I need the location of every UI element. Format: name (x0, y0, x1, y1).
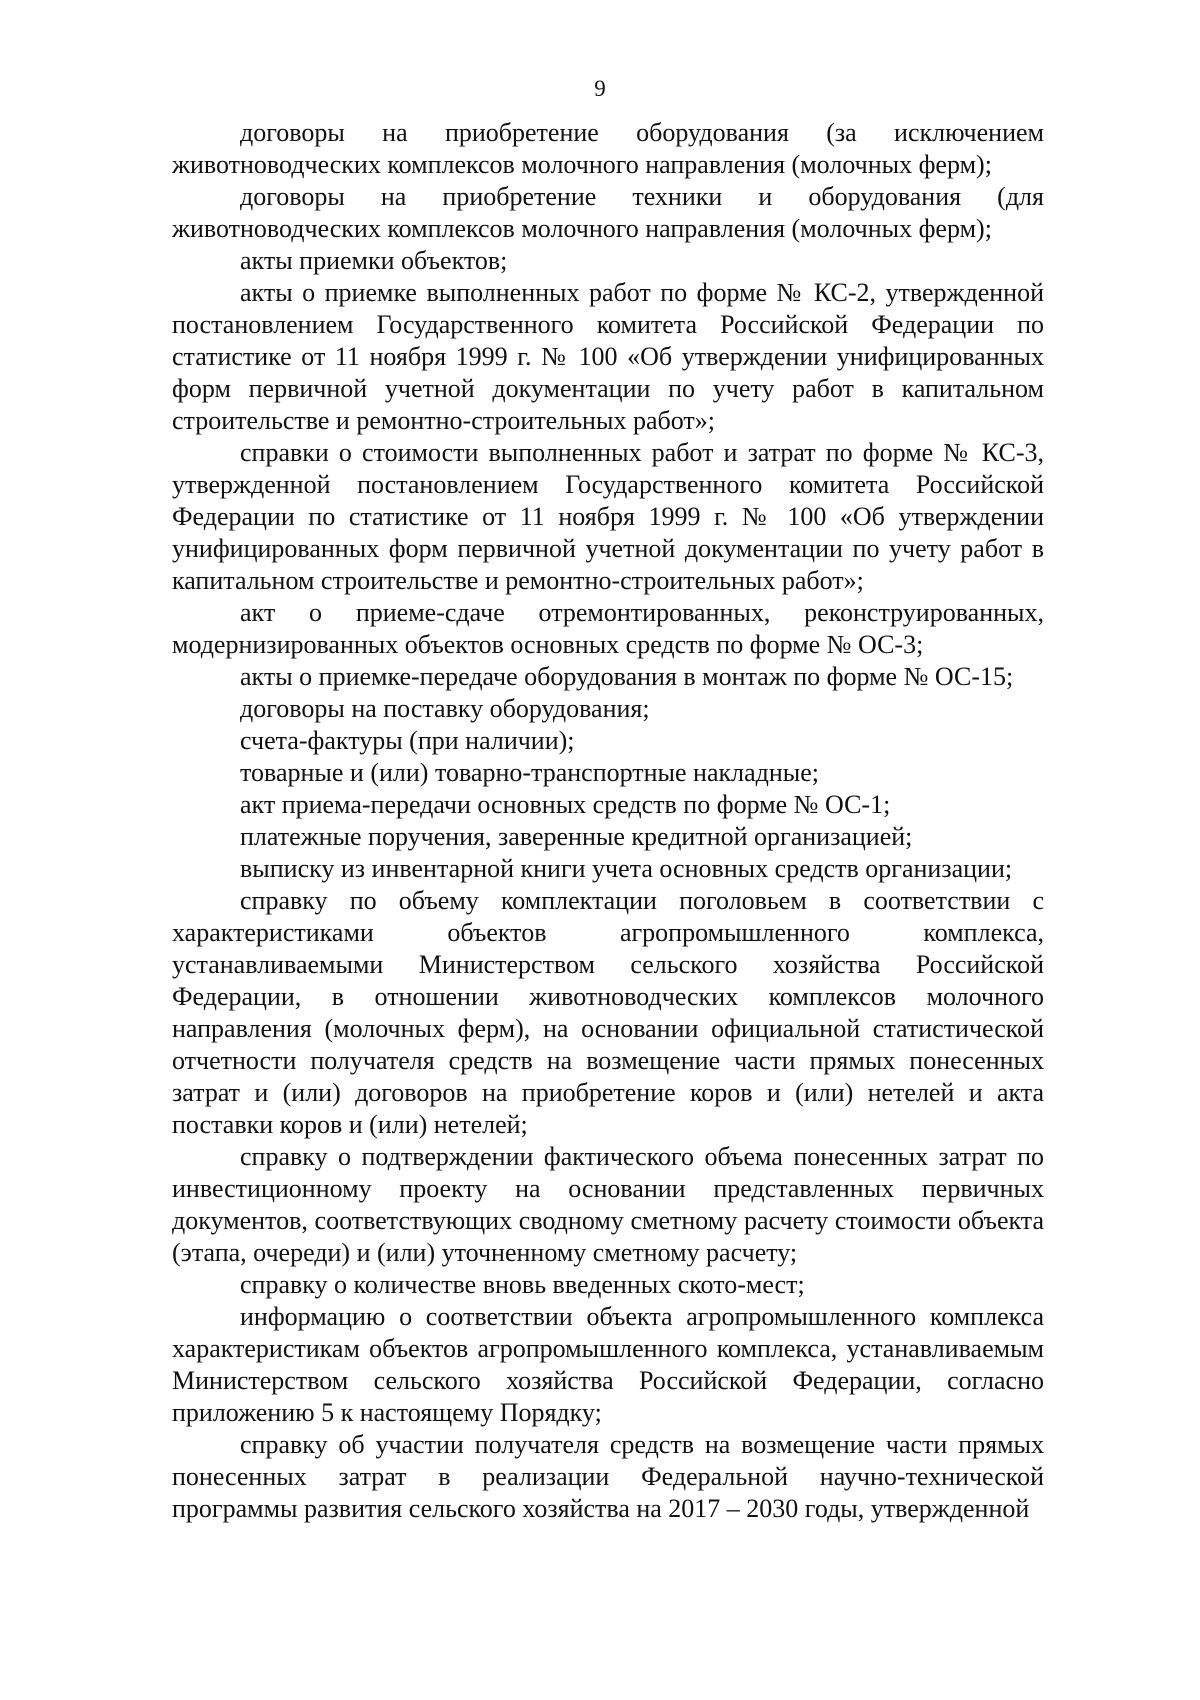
paragraph: справку об участии получателя средств на возмещение части прямых понесенных затрат в реализации Федеральной научно-технической программы развития сельского хозяйства на 2017 – 2030 годы, утвержденной (172, 1430, 1044, 1523)
page-number: 9 (594, 76, 606, 101)
paragraph: акт приема-передачи основных средств по форме № ОС-1; (240, 790, 891, 819)
paragraph: информацию о соответствии объекта агропромышленного комплекса характеристикам объектов агропромышленного комплекса, устанавливаемым Министерством сельского хозяйства Российской Федерации, согласно приложению 5 к настоящему Порядку; (172, 1302, 1044, 1427)
paragraph: справку по объему комплектации поголовьем в соответствии с характеристиками объектов агропромышленного комплекса, устанавливаемыми Министерством сельского хозяйства Российской Федерации, в отношении животноводческих комплексов молочного направления (молочных ферм), на основании официальной статистической отчетности получателя средств на возмещение части прямых понесенных затрат и (или) договоров на приобретение коров и (или) нетелей и акта поставки коров и (или) нетелей; (172, 886, 1044, 1139)
paragraph: платежные поручения, заверенные кредитной организацией; (240, 822, 913, 851)
paragraph: справку о подтверждении фактического объема понесенных затрат по инвестиционному проекту на основании представленных первичных документов, соответствующих сводному сметному расчету стоимости объекта (этапа, очереди) и (или) уточненному сметному расчету; (172, 1142, 1044, 1267)
paragraph: договоры на приобретение оборудования (за исключением животноводческих комплексов молочного направления (молочных ферм); (172, 118, 1044, 179)
paragraph: счета-фактуры (при наличии); (240, 726, 575, 755)
paragraph: выписку из инвентарной книги учета основных средств организации; (240, 854, 1013, 883)
paragraph: договоры на поставку оборудования; (240, 694, 650, 723)
paragraph: акт о приеме-сдаче отремонтированных, реконструированных, модернизированных объектов основных средств по форме № ОС-3; (172, 598, 1044, 659)
paragraph: акты приемки объектов; (240, 246, 508, 275)
paragraph: товарные и (или) товарно-транспортные накладные; (240, 758, 820, 787)
paragraph: акты о приемке выполненных работ по форме № КС-2, утвержденной постановлением Государственного комитета Российской Федерации по статистике от 11 ноября 1999 г. № 100 «Об утверждении унифицированных форм первичной учетной документации по учету работ в капитальном строительстве и ремонтно-строительных работ»; (172, 278, 1044, 435)
paragraph: справку о количестве вновь введенных ското-мест; (240, 1270, 805, 1299)
document-body (172, 117, 1044, 1525)
paragraph: справки о стоимости выполненных работ и затрат по форме № КС-3, утвержденной постановлением Государственного комитета Российской Федерации по статистике от 11 ноября 1999 г. № 100 «Об утверждении унифицированных форм первичной учетной документации по учету работ в капитальном строительстве и ремонтно-строительных работ»; (172, 438, 1044, 595)
paragraph: акты о приемке-передаче оборудования в монтаж по форме № ОС-15; (240, 662, 1014, 691)
paragraph: договоры на приобретение техники и оборудования (для животноводческих комплексов молочного направления (молочных ферм); (172, 182, 1044, 243)
